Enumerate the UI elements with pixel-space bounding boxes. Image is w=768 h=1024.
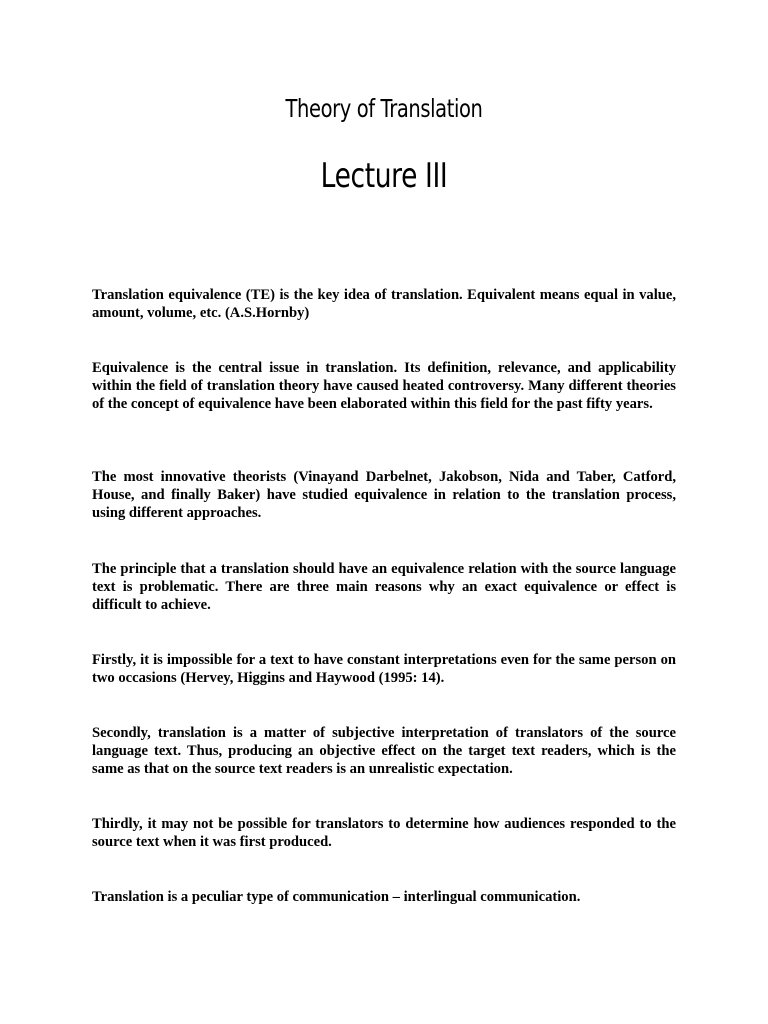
paragraph-innovative-theorists: The most innovative theorists (Vinayand Darbelnet, Jakobson, Nida and Taber, Catford, House, and finally Baker) have studied equivalence in relation to the translation process, using different approaches. <box>92 469 676 521</box>
paragraph-principle: The principle that a translation should have an equivalence relation with the source language text is problematic. There are three main reasons why an exact equivalence or effect is difficult to achieve. <box>92 561 676 613</box>
paragraph-secondly: Secondly, translation is a matter of subjective interpretation of translators of the source language text. Thus, producing an objective effect on the target text readers, which is the same as that on the source text readers is an unrealistic expectation. <box>92 725 676 777</box>
document-title: Theory of Translation <box>285 94 483 123</box>
paragraph-translation-equivalence: Translation equivalence (TE) is the key idea of translation. Equivalent means equal in value, amount, volume, etc. (A.S.Hornby) <box>92 287 676 321</box>
paragraph-firstly: Firstly, it is impossible for a text to have constant interpretations even for the same person on two occasions (Hervey, Higgins and Haywood (1995: 14). <box>92 652 676 686</box>
paragraph-communication: Translation is a peculiar type of communication – interlingual communication. <box>92 889 581 905</box>
paragraph-thirdly: Thirdly, it may not be possible for translators to determine how audiences responded to the source text when it was first produced. <box>92 816 676 850</box>
lecture-heading: Lecture III <box>320 156 448 196</box>
paragraph-central-issue: Equivalence is the central issue in translation. Its definition, relevance, and applicability within the field of translation theory have caused heated controversy. Many different theories of the concept of equivalence have been elaborated within this field for the past fifty years. <box>92 360 676 412</box>
